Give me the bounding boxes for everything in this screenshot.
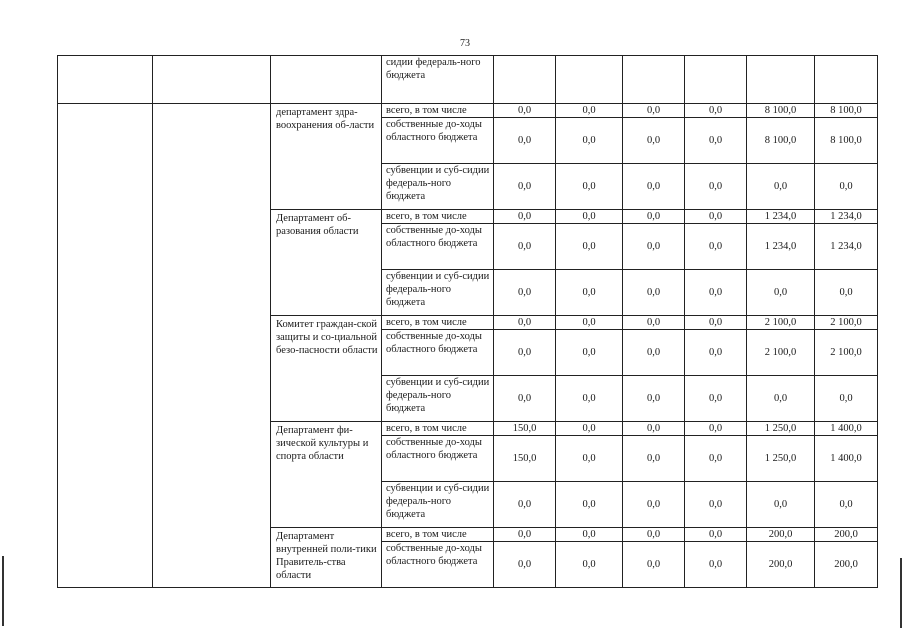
funding-source-cell: субвенции и суб-сидии федераль-ного бюджета <box>382 270 494 316</box>
amount-cell: 0,0 <box>623 316 685 330</box>
amount-cell: 0,0 <box>685 224 747 270</box>
amount-cell: 0,0 <box>815 376 878 422</box>
table-cell <box>271 56 382 104</box>
table-cell <box>494 56 556 104</box>
funding-source-cell: всего, в том числе <box>382 528 494 542</box>
amount-cell: 0,0 <box>623 210 685 224</box>
amount-cell: 0,0 <box>494 528 556 542</box>
table-cell <box>58 104 153 588</box>
table-cell <box>153 104 271 588</box>
amount-cell: 1 234,0 <box>815 224 878 270</box>
amount-cell: 0,0 <box>747 164 815 210</box>
department-name-cell: Департамент фи-зической культуры и спорта области <box>271 422 382 528</box>
table-cell <box>153 56 271 104</box>
amount-cell: 1 234,0 <box>747 210 815 224</box>
amount-cell: 0,0 <box>556 164 623 210</box>
table-cell <box>556 56 623 104</box>
amount-cell: 8 100,0 <box>747 118 815 164</box>
right-scan-edge-mark <box>900 558 902 628</box>
amount-cell: 0,0 <box>556 330 623 376</box>
funding-source-cell: всего, в том числе <box>382 210 494 224</box>
amount-cell: 2 100,0 <box>815 330 878 376</box>
amount-cell: 0,0 <box>685 316 747 330</box>
amount-cell: 0,0 <box>556 210 623 224</box>
amount-cell: 0,0 <box>815 164 878 210</box>
funding-source-cell: всего, в том числе <box>382 104 494 118</box>
amount-cell: 0,0 <box>494 330 556 376</box>
department-name-cell: Комитет граждан-ской защиты и со-циальной безо-пасности области <box>271 316 382 422</box>
budget-table <box>57 55 878 588</box>
amount-cell: 0,0 <box>494 270 556 316</box>
amount-cell: 0,0 <box>685 482 747 528</box>
amount-cell: 0,0 <box>623 422 685 436</box>
table-cell <box>685 56 747 104</box>
amount-cell: 1 400,0 <box>815 422 878 436</box>
amount-cell: 0,0 <box>556 376 623 422</box>
amount-cell: 0,0 <box>623 330 685 376</box>
funding-source-cell: субвенции и суб-сидии федераль-ного бюджета <box>382 482 494 528</box>
amount-cell: 200,0 <box>815 528 878 542</box>
amount-cell: 0,0 <box>685 118 747 164</box>
amount-cell: 0,0 <box>556 542 623 588</box>
amount-cell: 1 400,0 <box>815 436 878 482</box>
amount-cell: 0,0 <box>623 436 685 482</box>
amount-cell: 0,0 <box>685 164 747 210</box>
table-cell <box>815 56 878 104</box>
amount-cell: 0,0 <box>815 482 878 528</box>
department-name-cell: Департамент внутренней поли-тики Правитель-ства области <box>271 528 382 588</box>
amount-cell: 0,0 <box>494 376 556 422</box>
amount-cell: 2 100,0 <box>815 316 878 330</box>
table-cell <box>747 56 815 104</box>
amount-cell: 0,0 <box>685 376 747 422</box>
amount-cell: 0,0 <box>685 104 747 118</box>
amount-cell: 8 100,0 <box>815 118 878 164</box>
amount-cell: 0,0 <box>685 422 747 436</box>
table-cell <box>58 56 153 104</box>
table-cell <box>623 56 685 104</box>
funding-source-cell: собственные до-ходы областного бюджета <box>382 436 494 482</box>
amount-cell: 2 100,0 <box>747 316 815 330</box>
amount-cell: 0,0 <box>494 164 556 210</box>
funding-source-cell: собственные до-ходы областного бюджета <box>382 224 494 270</box>
amount-cell: 8 100,0 <box>747 104 815 118</box>
funding-source-cell: собственные до-ходы областного бюджета <box>382 118 494 164</box>
amount-cell: 0,0 <box>685 210 747 224</box>
funding-source-cell: субвенции и суб-сидии федераль-ного бюджета <box>382 164 494 210</box>
left-scan-edge-mark <box>2 556 4 626</box>
amount-cell: 0,0 <box>815 270 878 316</box>
amount-cell: 0,0 <box>494 542 556 588</box>
amount-cell: 2 100,0 <box>747 330 815 376</box>
amount-cell: 0,0 <box>747 270 815 316</box>
amount-cell: 0,0 <box>623 118 685 164</box>
funding-source-cell: субвенции и суб-сидии федераль-ного бюджета <box>382 376 494 422</box>
amount-cell: 0,0 <box>685 436 747 482</box>
amount-cell: 0,0 <box>556 118 623 164</box>
amount-cell: 0,0 <box>623 224 685 270</box>
amount-cell: 0,0 <box>685 528 747 542</box>
amount-cell: 0,0 <box>747 376 815 422</box>
amount-cell: 0,0 <box>623 528 685 542</box>
amount-cell: 200,0 <box>747 542 815 588</box>
amount-cell: 0,0 <box>494 482 556 528</box>
amount-cell: 1 234,0 <box>747 224 815 270</box>
page-number: 73 <box>460 38 470 49</box>
amount-cell: 0,0 <box>556 436 623 482</box>
funding-source-cell: собственные до-ходы областного бюджета <box>382 330 494 376</box>
amount-cell: 0,0 <box>623 164 685 210</box>
amount-cell: 0,0 <box>494 118 556 164</box>
amount-cell: 1 234,0 <box>815 210 878 224</box>
funding-source-cell: всего, в том числе <box>382 316 494 330</box>
table-row-total <box>58 104 878 118</box>
amount-cell: 0,0 <box>747 482 815 528</box>
amount-cell: 0,0 <box>623 542 685 588</box>
funding-source-cell: всего, в том числе <box>382 422 494 436</box>
amount-cell: 0,0 <box>556 528 623 542</box>
amount-cell: 150,0 <box>494 436 556 482</box>
amount-cell: 0,0 <box>623 104 685 118</box>
amount-cell: 0,0 <box>685 330 747 376</box>
table-row <box>58 56 878 104</box>
amount-cell: 0,0 <box>556 422 623 436</box>
amount-cell: 0,0 <box>623 270 685 316</box>
amount-cell: 0,0 <box>556 224 623 270</box>
amount-cell: 0,0 <box>556 482 623 528</box>
amount-cell: 8 100,0 <box>815 104 878 118</box>
amount-cell: 0,0 <box>494 210 556 224</box>
amount-cell: 1 250,0 <box>747 436 815 482</box>
amount-cell: 0,0 <box>685 542 747 588</box>
amount-cell: 1 250,0 <box>747 422 815 436</box>
amount-cell: 200,0 <box>815 542 878 588</box>
amount-cell: 0,0 <box>556 270 623 316</box>
amount-cell: 0,0 <box>494 224 556 270</box>
amount-cell: 0,0 <box>685 270 747 316</box>
amount-cell: 0,0 <box>556 316 623 330</box>
amount-cell: 0,0 <box>623 376 685 422</box>
amount-cell: 0,0 <box>623 482 685 528</box>
amount-cell: 0,0 <box>494 104 556 118</box>
amount-cell: 150,0 <box>494 422 556 436</box>
amount-cell: 0,0 <box>494 316 556 330</box>
department-name-cell: Департамент об-разования области <box>271 210 382 316</box>
funding-source-cell: собственные до-ходы областного бюджета <box>382 542 494 588</box>
amount-cell: 0,0 <box>556 104 623 118</box>
department-name-cell: департамент здра-воохранения об-ласти <box>271 104 382 210</box>
funding-source-cell: сидии федераль-ного бюджета <box>382 56 494 104</box>
amount-cell: 200,0 <box>747 528 815 542</box>
